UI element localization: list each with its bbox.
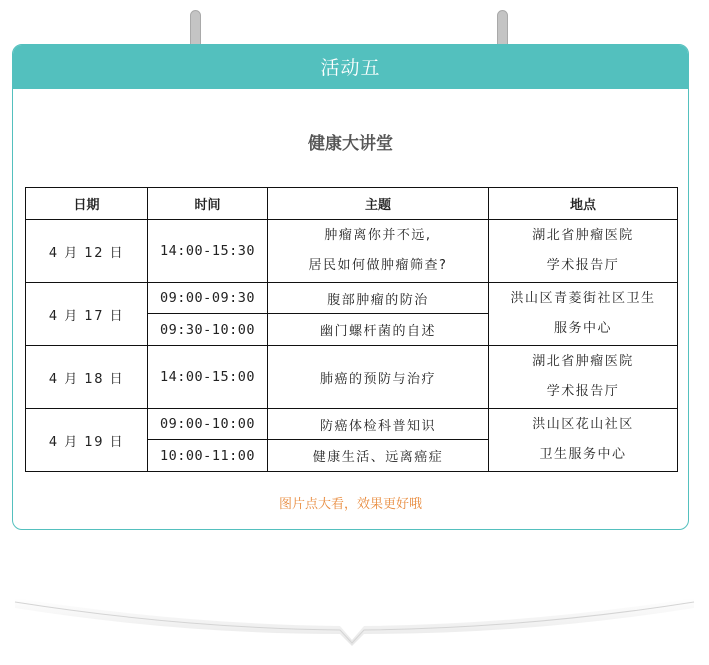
column-header-topic: 主题: [268, 188, 489, 220]
location-line: 洪山区花山社区: [532, 417, 634, 432]
table-row: [26, 220, 678, 283]
location-cell: [489, 346, 678, 409]
table-row: [26, 409, 678, 440]
location-line: 学术报告厅: [546, 258, 620, 273]
topic-cell: 健康生活、远离癌症: [268, 440, 489, 472]
column-header-time: 时间: [148, 188, 268, 220]
zoom-hint-note: 图片点大看，效果更好哦: [278, 497, 422, 512]
table-row: [26, 283, 678, 314]
date-cell: 4 月 18 日: [26, 346, 148, 409]
date-cell: 4 月 19 日: [26, 409, 148, 472]
time-cell: 10:00-11:00: [148, 440, 268, 472]
column-header-date: 日期: [26, 188, 148, 220]
page-subtitle: 健康大讲堂: [308, 134, 393, 154]
topic-cell: [268, 220, 489, 283]
table-row: [26, 346, 678, 409]
location-cell: [489, 283, 678, 346]
activity-card: [12, 44, 689, 530]
schedule-table: [25, 187, 678, 472]
location-cell: [489, 409, 678, 472]
time-cell: 09:00-09:30: [148, 283, 268, 314]
date-cell: 4 月 12 日: [26, 220, 148, 283]
topic-cell: 腹部肿瘤的防治: [268, 283, 489, 314]
topic-line: 居民如何做肿瘤筛查?: [308, 258, 448, 273]
time-cell: 14:00-15:00: [148, 346, 268, 409]
location-cell: [489, 220, 678, 283]
card-header: 活动五: [13, 45, 688, 89]
topic-line: 肿瘤离你并不远,: [324, 228, 432, 243]
location-line: 服务中心: [553, 321, 612, 336]
topic-cell: 肺癌的预防与治疗: [268, 346, 489, 409]
page-curl-shadow: [0, 580, 709, 650]
time-cell: 14:00-15:30: [148, 220, 268, 283]
table-header-row: [26, 188, 678, 220]
topic-cell: 幽门螺杆菌的自述: [268, 314, 489, 346]
location-line: 洪山区青菱街社区卫生: [510, 291, 656, 306]
location-line: 学术报告厅: [546, 384, 620, 399]
time-cell: 09:00-10:00: [148, 409, 268, 440]
location-line: 湖北省肿瘤医院: [532, 228, 634, 243]
location-line: 湖北省肿瘤医院: [532, 354, 634, 369]
time-cell: 09:30-10:00: [148, 314, 268, 346]
date-cell: 4 月 17 日: [26, 283, 148, 346]
topic-cell: 防癌体检科普知识: [268, 409, 489, 440]
column-header-location: 地点: [489, 188, 678, 220]
location-line: 卫生服务中心: [539, 447, 627, 462]
